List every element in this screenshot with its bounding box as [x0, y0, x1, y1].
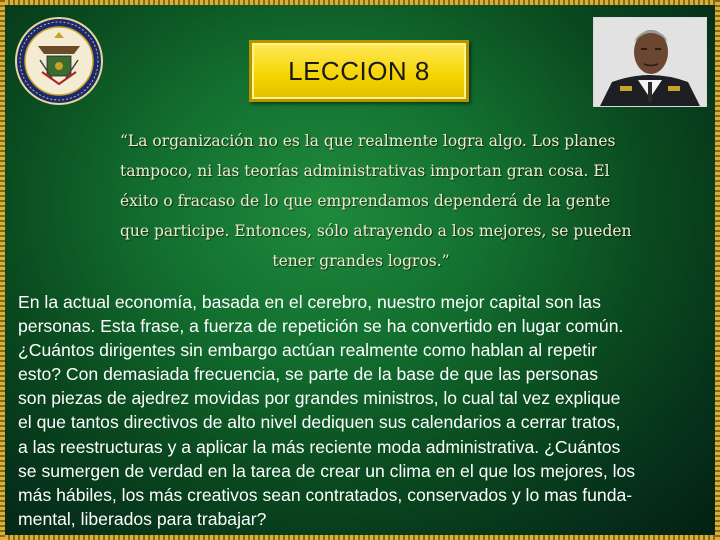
border-left	[0, 0, 5, 540]
body-line: ¿Cuántos dirigentes sin embargo actúan realmente como hablan al repetir	[18, 340, 597, 361]
quote-text	[120, 126, 632, 276]
quote-line: “La organización no es la que realmente logra algo. Los planes	[120, 132, 616, 150]
body-line: se sumergen de verdad en la tarea de crear un clima en el que los mejores, los	[18, 460, 636, 481]
quote-line: tener grandes logros.”	[272, 252, 450, 270]
body-line: mental, liberados para trabajar?	[18, 508, 267, 529]
body-line: En la actual economía, basada en el cerebro, nuestro mejor capital son las	[18, 292, 601, 312]
body-paragraph	[18, 290, 714, 531]
quote-line: éxito o fracaso de lo que emprendamos dependerá de la gente	[120, 192, 611, 210]
body-line: a las reestructuras y a aplicar la más reciente moda administrativa. ¿Cuántos	[18, 436, 621, 457]
title-box	[249, 40, 469, 102]
body-line: el que tantos directivos de alto nivel dediquen sus calendarios a cerrar tratos,	[18, 412, 621, 433]
border-right	[715, 0, 720, 540]
portrait-icon	[594, 18, 706, 106]
body-line: son piezas de ajedrez movidas por grandes ministros, lo cual tal vez explique	[18, 388, 621, 409]
border-bottom	[0, 535, 720, 540]
army-seal-icon	[14, 16, 104, 106]
quote-line: tampoco, ni las teorías administrativas importan gran cosa. El	[120, 162, 610, 180]
page-title: LECCION 8	[288, 55, 430, 86]
portrait-photo	[593, 17, 707, 107]
body-line: más hábiles, los más creativos sean contratados, conservados y lo mas funda-	[18, 484, 633, 505]
border-top	[0, 0, 720, 5]
body-line: esto? Con demasiada frecuencia, se parte de la base de que las personas	[18, 364, 598, 385]
quote-line: que participe. Entonces, sólo atrayendo a los mejores, se pueden	[120, 222, 632, 240]
body-line: personas. Esta frase, a fuerza de repetición se ha convertido en lugar común.	[18, 316, 624, 337]
